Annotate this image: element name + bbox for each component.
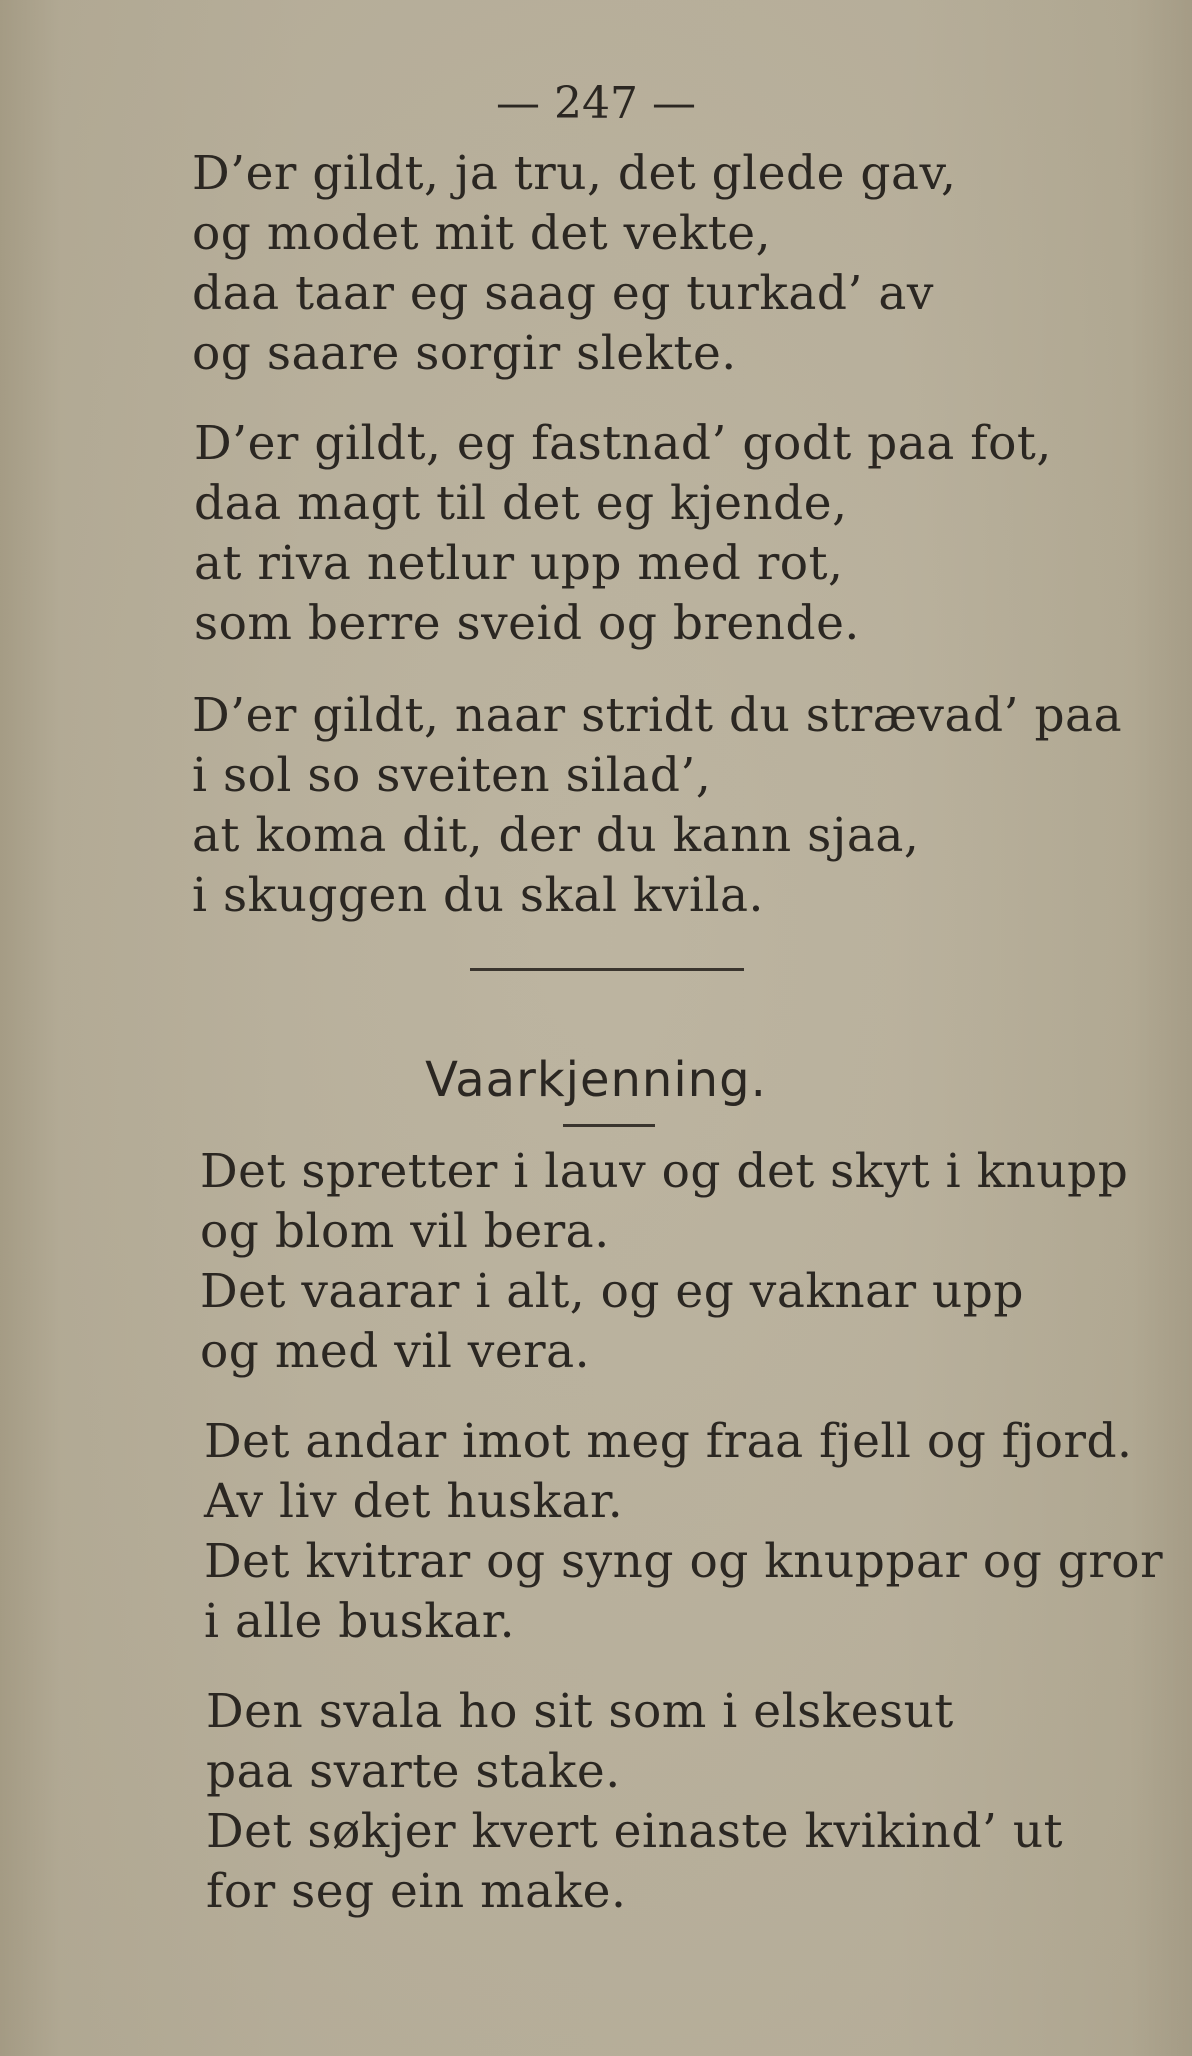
poem-line: at riva netlur upp med rot,: [194, 536, 844, 591]
poem-line: som berre sveid og brende.: [194, 596, 860, 651]
poem-line: Det vaarar i alt, og eg vaknar upp: [200, 1264, 1024, 1319]
poem-line: D’er gildt, ja tru, det glede gav,: [192, 146, 957, 201]
section-divider: [470, 968, 744, 971]
poem-line: paa svarte stake.: [206, 1744, 621, 1799]
poem-title: Vaarkjenning.: [425, 1052, 767, 1108]
poem-line: Det kvitrar og syng og knuppar og gror: [204, 1534, 1164, 1589]
poem-line: og med vil vera.: [200, 1324, 591, 1379]
poem-line: og modet mit det vekte,: [192, 206, 772, 261]
poem-line: daa magt til det eg kjende,: [194, 476, 848, 531]
poem-line: i skuggen du skal kvila.: [192, 868, 764, 923]
page-number: — 247 —: [496, 78, 696, 129]
poem-line: Det spretter i lauv og det skyt i knupp: [200, 1144, 1129, 1199]
poem-line: Den svala ho sit som i elskesut: [206, 1684, 954, 1739]
poem-line: i sol so sveiten silad’,: [192, 748, 712, 803]
poem-line: og saare sorgir slekte.: [192, 326, 737, 381]
poem-line: D’er gildt, naar stridt du strævad’ paa: [192, 688, 1123, 743]
poem-line: og blom vil bera.: [200, 1204, 610, 1259]
poem-line: Det søkjer kvert einaste kvikind’ ut: [206, 1804, 1064, 1859]
poem-line: daa taar eg saag eg turkad’ av: [192, 266, 934, 321]
poem-line: i alle buskar.: [204, 1594, 516, 1649]
title-underline: [563, 1124, 655, 1127]
poem-line: D’er gildt, eg fastnad’ godt paa fot,: [194, 416, 1052, 471]
poem-line: at koma dit, der du kann sjaa,: [192, 808, 920, 863]
poem-line: Av liv det huskar.: [204, 1474, 624, 1529]
poem-line: Det andar imot meg fraa fjell og fjord.: [204, 1414, 1133, 1469]
poem-line: for seg ein make.: [206, 1864, 627, 1919]
